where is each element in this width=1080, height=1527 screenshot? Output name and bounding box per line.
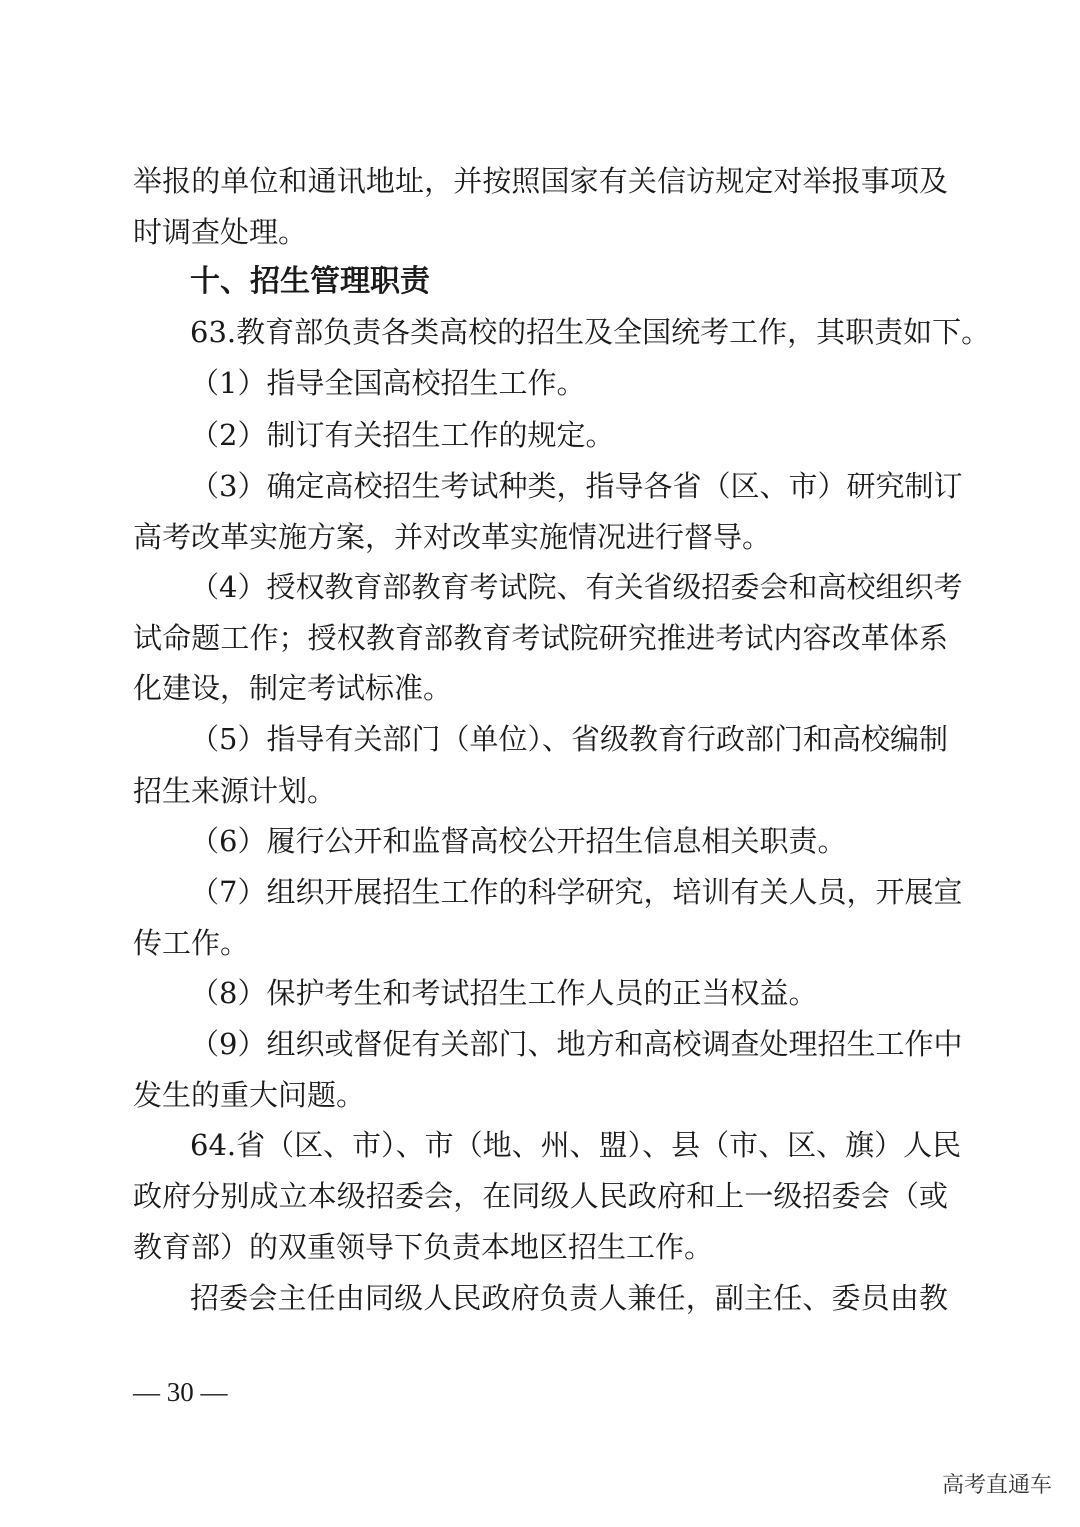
text-line-content: 高考改革实施方案，并对改革实施情况进行督导。 — [133, 520, 772, 554]
list-item — [0, 460, 1080, 512]
text-line-content: （2）制订有关招生工作的规定。 — [190, 418, 615, 452]
text-line-content: 教育部）的双重领导下负责本地区招生工作。 — [133, 1230, 714, 1264]
page-number: — 30 — — [133, 1377, 228, 1407]
text-line — [0, 662, 1080, 714]
article-63 — [0, 306, 1080, 358]
text-line-content: 时调查处理。 — [133, 215, 308, 249]
text-line-content: 招生来源计划。 — [133, 774, 337, 808]
text-line-content: （8）保护考生和考试招生工作人员的正当权益。 — [190, 976, 818, 1010]
text-line-content: （6）履行公开和监督高校公开招生信息相关职责。 — [190, 824, 847, 858]
text-line-content: 化建设，制定考试标准。 — [133, 671, 453, 705]
text-line-content: （4）授权教育部教育考试院、有关省级招委会和高校组织考 — [190, 570, 963, 604]
article-64 — [0, 1119, 1080, 1171]
watermark-caption: 高考直通车 — [941, 1473, 1052, 1498]
text-line-content: 63.教育部负责各类高校的招生及全国统考工作，其职责如下。 — [190, 315, 991, 349]
text-line-content: 传工作。 — [133, 926, 250, 960]
text-line — [0, 1221, 1080, 1273]
text-line — [0, 206, 1080, 258]
text-line — [0, 917, 1080, 969]
text-line-content: （3）确定高校招生考试种类，指导各省（区、市）研究制订 — [190, 469, 963, 503]
section-heading-text: 十、招生管理职责 — [190, 264, 430, 299]
text-line — [0, 1272, 1080, 1324]
text-line-content: 试命题工作；授权教育部教育考试院研究推进考试内容改革体系 — [133, 621, 948, 655]
text-line — [0, 765, 1080, 817]
text-line-content: （7）组织开展招生工作的科学研究，培训有关人员，开展宣 — [190, 875, 963, 909]
text-line — [0, 511, 1080, 563]
list-item — [0, 866, 1080, 918]
text-line-content: 政府分别成立本级招委会，在同级人民政府和上一级招委会（或 — [133, 1179, 948, 1213]
list-item — [0, 1018, 1080, 1070]
text-line-content: 发生的重大问题。 — [133, 1078, 366, 1112]
list-item — [0, 967, 1080, 1019]
text-line — [0, 1170, 1080, 1222]
text-line-content: 64.省（区、市）、市（地、州、盟）、县（市、区、旗）人民 — [190, 1128, 962, 1162]
section-heading — [0, 256, 1080, 308]
text-line-content: （1）指导全国高校招生工作。 — [190, 366, 586, 400]
text-line-content: （9）组织或督促有关部门、地方和高校调查处理招生工作中 — [190, 1027, 963, 1061]
text-line-content: （5）指导有关部门（单位）、省级教育行政部门和高校编制 — [190, 722, 948, 756]
list-item — [0, 357, 1080, 409]
list-item — [0, 561, 1080, 613]
text-line — [0, 612, 1080, 664]
list-item — [0, 815, 1080, 867]
text-line — [0, 155, 1080, 207]
list-item — [0, 409, 1080, 461]
list-item — [0, 713, 1080, 765]
text-line-content: 招委会主任由同级人民政府负责人兼任，副主任、委员由教 — [190, 1281, 948, 1315]
text-line-content: 举报的单位和通讯地址，并按照国家有关信访规定对举报事项及 — [133, 164, 948, 198]
text-line — [0, 1069, 1080, 1121]
